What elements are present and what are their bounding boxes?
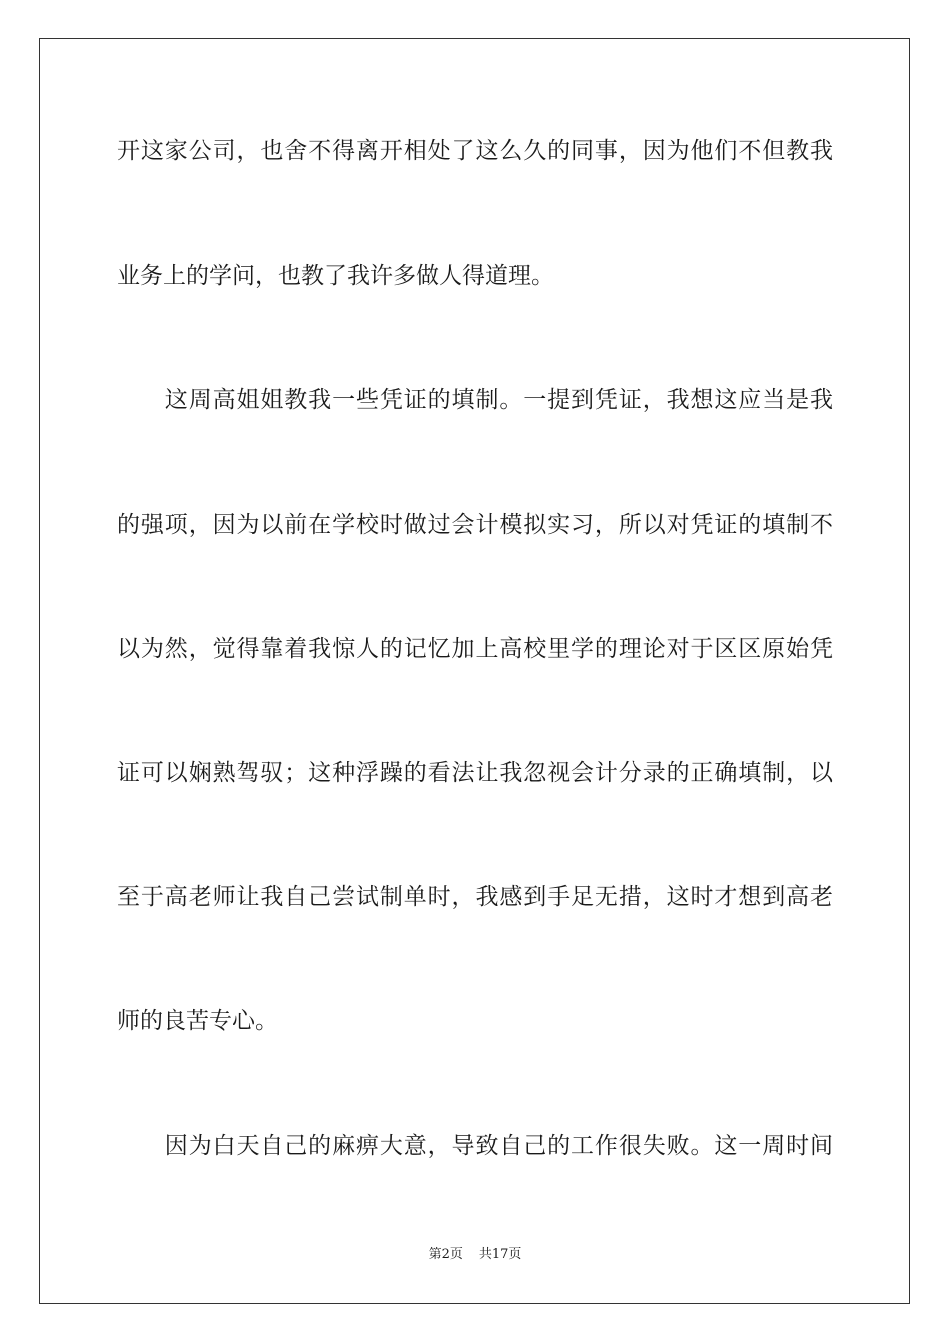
page-footer bbox=[0, 1247, 950, 1263]
text-line-7: 至于高老师让我自己尝试制单时，我感到手足无措，这时才想到高老 bbox=[117, 884, 833, 910]
text-line-4: 的强项，因为以前在学校时做过会计模拟实习，所以对凭证的填制不 bbox=[117, 512, 833, 538]
page-number: 第2页 bbox=[428, 1247, 463, 1262]
text-line-1: 开这家公司，也舍不得离开相处了这么久的同事，因为他们不但教我 bbox=[117, 138, 833, 164]
page-border bbox=[39, 38, 910, 1304]
text-line-6: 证可以娴熟驾驭；这种浮躁的看法让我忽视会计分录的正确填制，以 bbox=[117, 760, 833, 786]
text-line-3: 这周高姐姐教我一些凭证的填制。一提到凭证，我想这应当是我 bbox=[117, 387, 833, 413]
text-line-9: 因为白天自己的麻痹大意，导致自己的工作很失败。这一周时间 bbox=[117, 1133, 833, 1159]
text-line-5: 以为然，觉得靠着我惊人的记忆加上高校里学的理论对于区区原始凭 bbox=[117, 636, 833, 662]
text-line-2: 业务上的学问，也教了我许多做人得道理。 bbox=[117, 263, 554, 289]
text-line-8: 师的良苦专心。 bbox=[117, 1008, 278, 1034]
page-total: 共17页 bbox=[478, 1247, 522, 1262]
